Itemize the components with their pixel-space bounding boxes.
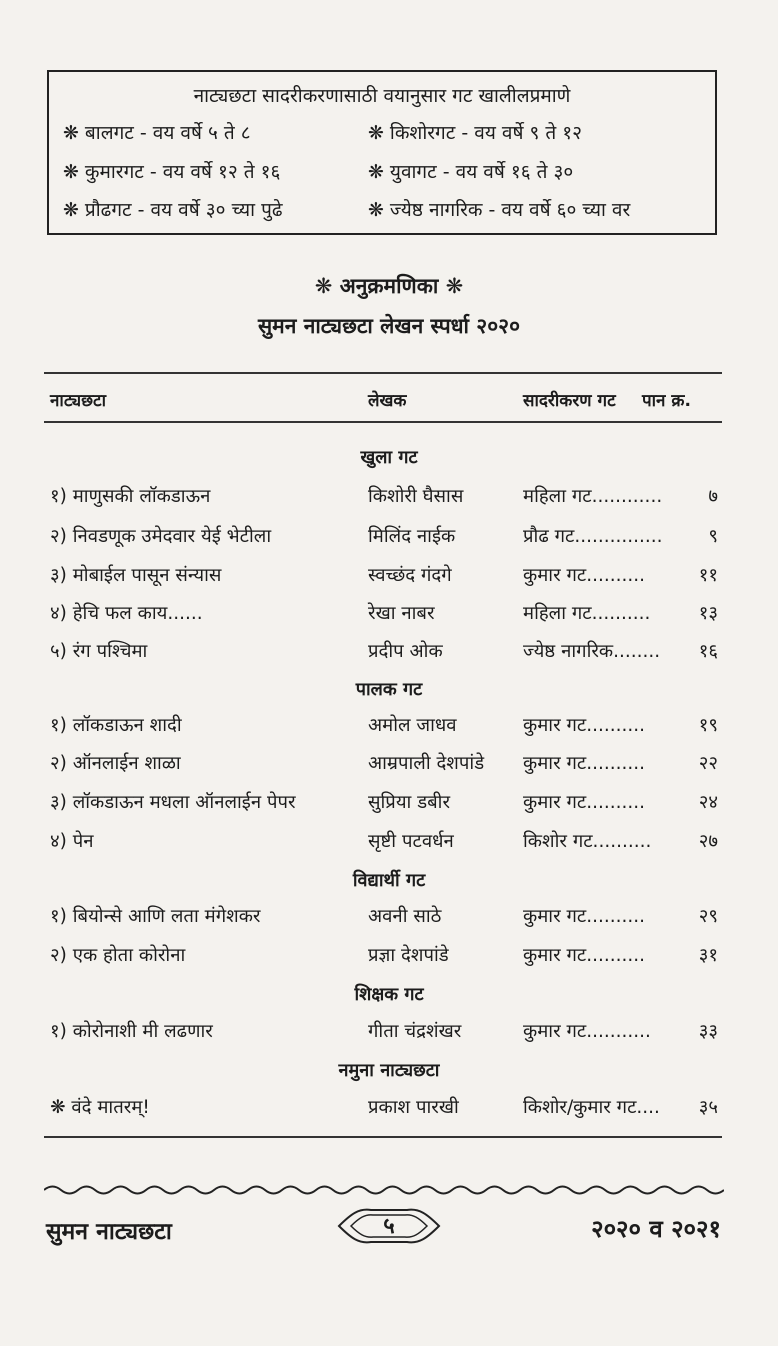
asterisk-icon: ❋ xyxy=(63,199,79,221)
table-row xyxy=(0,1094,778,1124)
table-row xyxy=(0,789,778,819)
table-row xyxy=(0,600,778,630)
age-group-row xyxy=(63,119,705,151)
entry-group: कुमार गट.......... xyxy=(523,792,646,813)
age-group-item: ❋ कुमारगट - वय वर्षे १२ ते १६ xyxy=(63,161,281,183)
entry-title: २) एक होता कोरोना xyxy=(50,945,186,966)
wave-divider xyxy=(44,1183,724,1197)
asterisk-icon: ❋ xyxy=(63,161,79,183)
entry-title: ५) रंग पश्चिमा xyxy=(50,641,148,662)
table-row xyxy=(0,942,778,972)
entry-title: २) ऑनलाईन शाळा xyxy=(50,753,181,774)
header-title: नाट्यछटा xyxy=(50,391,106,411)
table-row xyxy=(0,483,778,513)
entry-title: २) निवडणूक उमेदवार येई भेटीला xyxy=(50,526,272,547)
entry-title: ३) लॉकडाऊन मधला ऑनलाईन पेपर xyxy=(50,792,296,813)
entry-group: कुमार गट.......... xyxy=(523,753,646,774)
entry-title: ४) पेन xyxy=(50,831,94,852)
table-row xyxy=(0,1018,778,1048)
age-group-item: ❋ प्रौढगट - वय वर्षे ३० च्या पुढे xyxy=(63,199,283,221)
entry-page: १६ xyxy=(698,641,718,662)
entry-author: सुप्रिया डबीर xyxy=(368,792,451,813)
entry-group: महिला गट.......... xyxy=(523,603,651,624)
entry-page: २७ xyxy=(698,831,718,852)
table-row xyxy=(0,828,778,858)
entry-author: मिलिंद नाईक xyxy=(368,526,456,547)
asterisk-icon: ❋ xyxy=(368,161,384,183)
entry-author: प्रकाश पारखी xyxy=(368,1097,459,1118)
entry-title: १) लॉकडाऊन शादी xyxy=(50,715,182,736)
entry-group: महिला गट............ xyxy=(523,486,663,507)
entry-author: रेखा नाबर xyxy=(368,603,435,624)
entry-page: १९ xyxy=(698,715,718,736)
entry-author: किशोरी घैसास xyxy=(368,486,464,507)
entry-author: आम्रपाली देशपांडे xyxy=(368,753,485,774)
entry-author: अमोल जाधव xyxy=(368,715,457,736)
asterisk-icon: ❋ xyxy=(368,199,384,221)
section-heading: पालक गट xyxy=(355,679,423,700)
entry-page: ३१ xyxy=(698,945,718,966)
page-number: ५ xyxy=(383,1214,395,1239)
footer-book-title: सुमन नाट्यछटा xyxy=(46,1219,172,1245)
entry-title: ❋ वंदे मातरम्! xyxy=(50,1097,150,1118)
index-subtitle: सुमन नाट्यछटा लेखन स्पर्धा २०२० xyxy=(257,314,520,338)
entry-author: गीता चंद्रशंखर xyxy=(368,1021,462,1042)
entry-author: प्रदीप ओक xyxy=(368,641,443,662)
entry-page: २४ xyxy=(698,792,718,813)
header-group: सादरीकरण गट xyxy=(523,391,616,411)
entry-title: ३) मोबाईल पासून संन्यास xyxy=(50,565,222,586)
entry-page: ३३ xyxy=(698,1021,718,1042)
entry-group: किशोर गट.......... xyxy=(523,831,652,852)
table-row xyxy=(0,638,778,668)
section-heading: नमुना नाट्यछटा xyxy=(338,1060,440,1081)
age-group-item: ❋ बालगट - वय वर्षे ५ ते ८ xyxy=(63,122,251,144)
entry-group: किशोर/कुमार गट.... xyxy=(523,1097,660,1118)
table-bottom-rule xyxy=(44,1136,722,1138)
age-group-item: ❋ युवागट - वय वर्षे १६ ते ३० xyxy=(368,161,574,183)
age-group-heading: नाट्यछटा सादरीकरणासाठी वयानुसार गट खालीलप्रमाणे xyxy=(193,85,571,107)
entry-title: ४) हेचि फल काय...... xyxy=(50,603,203,624)
table-row xyxy=(0,712,778,742)
index-title: ❋ अनुक्रमणिका ❋ xyxy=(314,274,464,298)
header-page: पान क्र. xyxy=(642,391,691,411)
age-group-row xyxy=(63,158,705,190)
entry-title: १) बियोन्से आणि लता मंगेशकर xyxy=(50,906,261,927)
section-heading: खुला गट xyxy=(360,447,418,468)
table-row xyxy=(0,903,778,933)
entry-group: कुमार गट........... xyxy=(523,1021,651,1042)
entry-title: १) माणुसकी लॉकडाऊन xyxy=(50,486,211,507)
asterisk-icon: ❋ xyxy=(368,122,384,144)
footer-year: २०२० व २०२१ xyxy=(591,1215,721,1243)
section-heading: विद्यार्थी गट xyxy=(352,870,426,891)
entry-author: प्रज्ञा देशपांडे xyxy=(368,945,449,966)
table-top-rule xyxy=(44,372,722,374)
age-group-row xyxy=(63,196,705,228)
entry-author: सृष्टी पटवर्धन xyxy=(368,831,454,852)
entry-group: कुमार गट.......... xyxy=(523,945,646,966)
asterisk-icon: ❋ xyxy=(63,122,79,144)
entry-page: २९ xyxy=(698,906,718,927)
header-rule xyxy=(44,421,722,423)
age-group-item: ❋ ज्येष्ठ नागरिक - वय वर्षे ६० च्या वर xyxy=(368,199,631,221)
entry-title: १) कोरोनाशी मी लढणार xyxy=(50,1021,213,1042)
header-author: लेखक xyxy=(368,391,407,411)
entry-page: ९ xyxy=(708,526,718,547)
entry-page: १३ xyxy=(698,603,718,624)
age-group-box xyxy=(47,70,717,235)
age-group-item: ❋ किशोरगट - वय वर्षे ९ ते १२ xyxy=(368,122,583,144)
entry-group: कुमार गट.......... xyxy=(523,906,646,927)
entry-page: ७ xyxy=(708,486,718,507)
table-row xyxy=(0,562,778,592)
table-row xyxy=(0,750,778,780)
entry-group: ज्येष्ठ नागरिक........ xyxy=(523,641,661,662)
entry-group: कुमार गट.......... xyxy=(523,565,646,586)
entry-group: प्रौढ गट............... xyxy=(523,526,663,547)
entry-author: स्वच्छंद गंदगे xyxy=(368,565,452,586)
section-heading: शिक्षक गट xyxy=(354,984,424,1005)
entry-page: २२ xyxy=(698,753,718,774)
entry-group: कुमार गट.......... xyxy=(523,715,646,736)
entry-author: अवनी साठे xyxy=(368,906,442,927)
entry-page: ३५ xyxy=(698,1097,718,1118)
entry-page: ११ xyxy=(698,565,718,586)
table-row xyxy=(0,523,778,553)
